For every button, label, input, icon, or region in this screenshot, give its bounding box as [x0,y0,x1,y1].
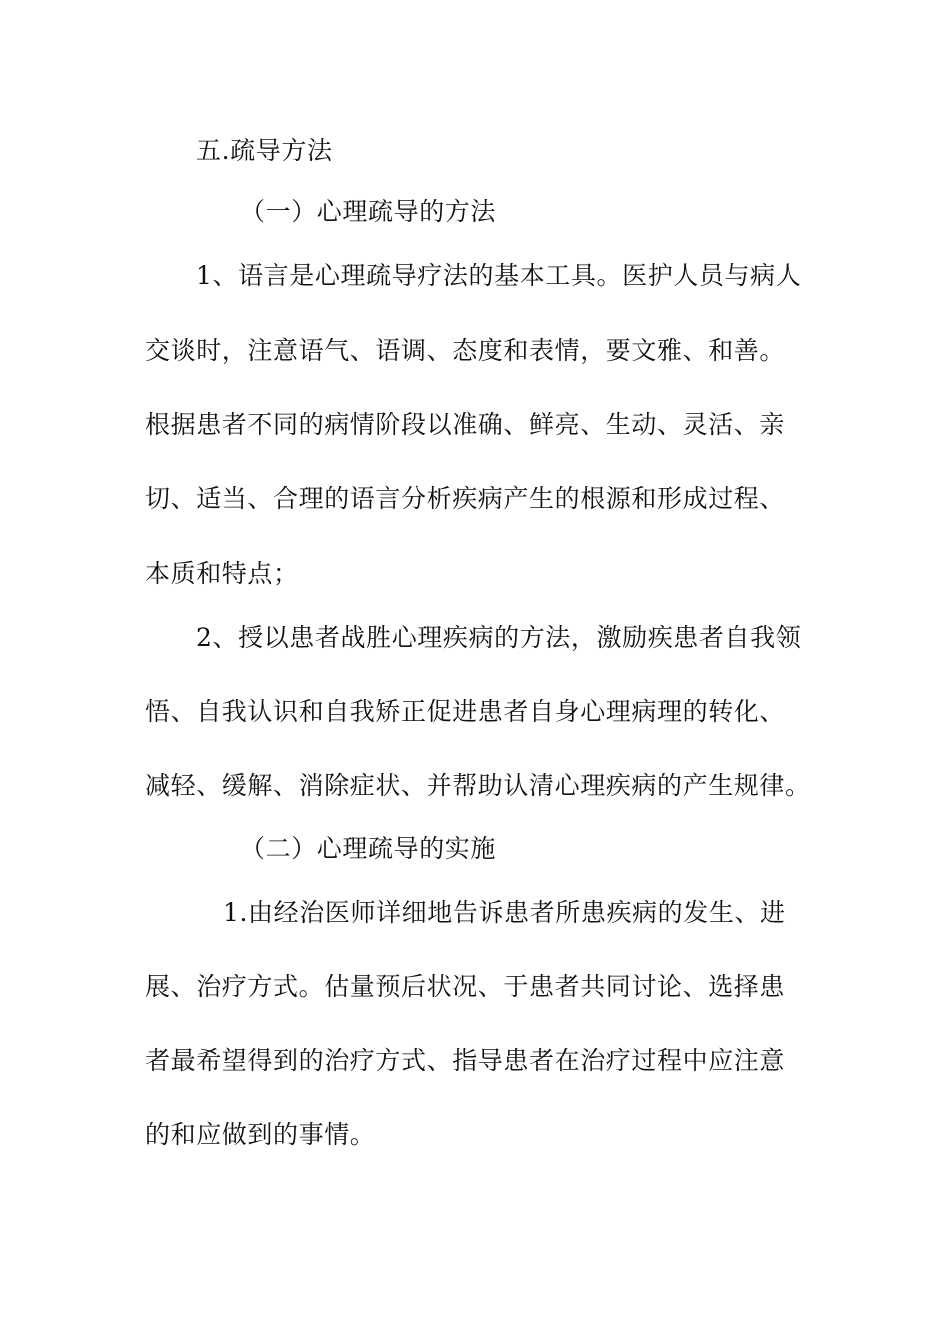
paragraph-line: 2、授以患者战胜心理疾病的方法，激励疾患者自我领 [196,623,802,652]
section-heading: 五.疏导方法 [196,136,333,165]
subsection-heading-2: （二）心理疏导的实施 [240,834,497,863]
paragraph-line: 1、语言是心理疏导疗法的基本工具。医护人员与病人 [196,261,802,290]
paragraph-line: 根据患者不同的病情阶段以准确、鲜亮、生动、灵活、亲 [145,410,786,439]
paragraph-line: 者最希望得到的治疗方式、指导患者在治疗过程中应注意 [145,1046,786,1075]
paragraph-line: 切、适当、合理的语言分析疾病产生的根源和形成过程、 [145,484,786,513]
subsection-heading-1: （一）心理疏导的方法 [240,197,497,226]
paragraph-line: 减轻、缓解、消除症状、并帮助认清心理疾病的产生规律。 [145,771,811,800]
paragraph-line: 悟、自我认识和自我矫正促进患者自身心理病理的转化、 [145,697,786,726]
paragraph-line: 的和应做到的事情。 [145,1120,376,1149]
paragraph-line: 交谈时，注意语气、语调、态度和表情，要文雅、和善。 [145,336,786,365]
paragraph-line: 1.由经治医师详细地告诉患者所患疾病的发生、进 [223,898,786,927]
paragraph-line: 展、治疗方式。估量预后状况、于患者共同讨论、选择患 [145,972,786,1001]
paragraph-line: 本质和特点； [145,559,299,588]
